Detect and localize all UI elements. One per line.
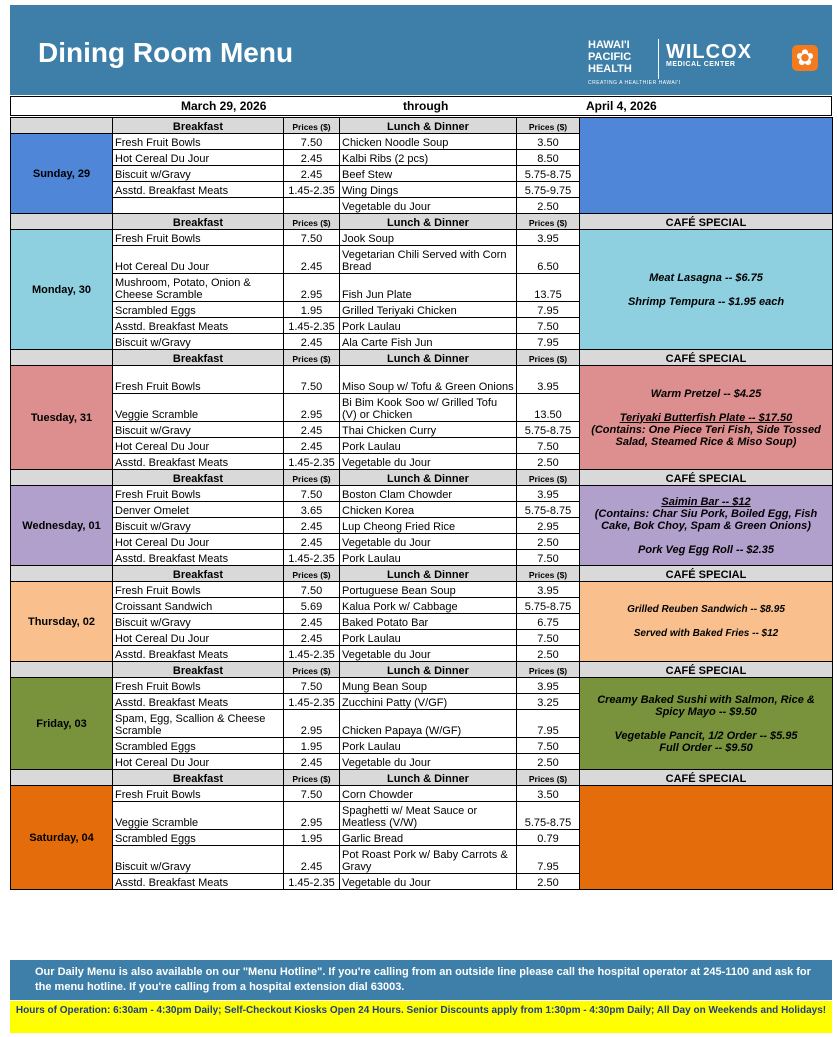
cafe-special-line <box>582 718 830 730</box>
lunch-item: Pork Laulau <box>340 550 517 566</box>
day-label: Wednesday, 01 <box>11 486 113 566</box>
lunch-item: Thai Chicken Curry <box>340 422 517 438</box>
breakfast-price: 1.95 <box>284 738 340 754</box>
prices-header: Prices ($) <box>284 470 340 486</box>
lunch-item: Vegetarian Chili Served with Corn Bread <box>340 246 517 274</box>
lunch-item: Beef Stew <box>340 166 517 182</box>
menu-row <box>11 486 833 502</box>
lunch-item: Wing Dings <box>340 182 517 198</box>
breakfast-price: 7.50 <box>284 486 340 502</box>
breakfast-price: 2.45 <box>284 630 340 646</box>
breakfast-price: 5.69 <box>284 598 340 614</box>
breakfast-item: Fresh Fruit Bowls <box>113 230 284 246</box>
lunch-item: Pork Laulau <box>340 438 517 454</box>
lunch-item: Spaghetti w/ Meat Sauce or Meatless (V/W) <box>340 802 517 830</box>
breakfast-item: Hot Cereal Du Jour <box>113 534 284 550</box>
lunch-item: Ala Carte Fish Jun <box>340 334 517 350</box>
breakfast-price: 2.95 <box>284 394 340 422</box>
cafe-special-line: Saimin Bar -- $12 <box>661 495 751 508</box>
cafe-special <box>580 366 833 470</box>
header-blank <box>11 662 113 678</box>
menu-table <box>10 117 833 890</box>
breakfast-price: 7.50 <box>284 786 340 802</box>
lunch-price: 7.50 <box>517 318 580 334</box>
breakfast-item: Asstd. Breakfast Meats <box>113 454 284 470</box>
cafe-special <box>580 134 833 214</box>
lunch-item: Vegetable du Jour <box>340 198 517 214</box>
breakfast-price: 2.95 <box>284 274 340 302</box>
breakfast-header: Breakfast <box>113 214 284 230</box>
cafe-special <box>580 486 833 566</box>
lunch-price: 7.95 <box>517 302 580 318</box>
section-header-row <box>11 470 833 486</box>
page-title: Dining Room Menu <box>38 37 294 68</box>
breakfast-item: Biscuit w/Gravy <box>113 334 284 350</box>
breakfast-item: Mushroom, Potato, Onion & Cheese Scramble <box>113 274 284 302</box>
lunch-item: Pork Laulau <box>340 318 517 334</box>
prices-header: Prices ($) <box>284 770 340 786</box>
menu-row <box>11 786 833 802</box>
breakfast-item: Hot Cereal Du Jour <box>113 150 284 166</box>
header-blank <box>11 214 113 230</box>
lunch-item: Jook Soup <box>340 230 517 246</box>
lunch-item: Portuguese Bean Soup <box>340 582 517 598</box>
lunch-price: 5.75-8.75 <box>517 502 580 518</box>
breakfast-item: Fresh Fruit Bowls <box>113 786 284 802</box>
day-label: Sunday, 29 <box>11 134 113 214</box>
breakfast-price: 1.45-2.35 <box>284 318 340 334</box>
prices-header: Prices ($) <box>517 350 580 366</box>
breakfast-item: Veggie Scramble <box>113 802 284 830</box>
lunch-item: Mung Bean Soup <box>340 678 517 694</box>
lunch-header: Lunch & Dinner <box>340 566 517 582</box>
lunch-price: 0.79 <box>517 830 580 846</box>
lunch-price: 3.95 <box>517 678 580 694</box>
lunch-price: 5.75-8.75 <box>517 598 580 614</box>
lunch-item: Chicken Papaya (W/GF) <box>340 710 517 738</box>
breakfast-item: Asstd. Breakfast Meats <box>113 318 284 334</box>
prices-header: Prices ($) <box>517 662 580 678</box>
breakfast-price: 2.45 <box>284 614 340 630</box>
breakfast-price: 1.45-2.35 <box>284 874 340 890</box>
breakfast-price: 7.50 <box>284 230 340 246</box>
breakfast-header: Breakfast <box>113 470 284 486</box>
menu-row <box>11 230 833 246</box>
section-header-row <box>11 350 833 366</box>
day-label: Tuesday, 31 <box>11 366 113 470</box>
menu-row <box>11 678 833 694</box>
prices-header: Prices ($) <box>284 566 340 582</box>
breakfast-price: 2.45 <box>284 518 340 534</box>
breakfast-item: Fresh Fruit Bowls <box>113 366 284 394</box>
day-label: Thursday, 02 <box>11 582 113 662</box>
cafe-special-line: Teriyaki Butterfish Plate -- $17.50 <box>619 411 793 424</box>
logo-line: HAWAI'I <box>588 39 630 51</box>
breakfast-item: Asstd. Breakfast Meats <box>113 694 284 710</box>
lunch-price: 7.95 <box>517 846 580 874</box>
logo-tagline: CREATING A HEALTHIER HAWAI'I <box>588 80 681 86</box>
lunch-price: 13.50 <box>517 394 580 422</box>
lunch-item: Vegetable du Jour <box>340 646 517 662</box>
date-range-row <box>10 96 832 116</box>
breakfast-header: Breakfast <box>113 350 284 366</box>
breakfast-price: 7.50 <box>284 678 340 694</box>
cafe-special-header: CAFÉ SPECIAL <box>580 350 833 366</box>
prices-header: Prices ($) <box>517 214 580 230</box>
lunch-price: 2.95 <box>517 518 580 534</box>
cafe-special-line: Full Order -- $9.50 <box>659 741 753 754</box>
lunch-price: 2.50 <box>517 754 580 770</box>
lunch-price: 5.75-8.75 <box>517 422 580 438</box>
flower-logo-icon: ✿ <box>792 45 818 71</box>
lunch-price: 2.50 <box>517 454 580 470</box>
cafe-special <box>580 230 833 350</box>
lunch-item: Lup Cheong Fried Rice <box>340 518 517 534</box>
header-blank <box>11 350 113 366</box>
logo-divider <box>658 39 659 79</box>
breakfast-price: 7.50 <box>284 366 340 394</box>
breakfast-item: Hot Cereal Du Jour <box>113 754 284 770</box>
lunch-item: Kalbi Ribs (2 pcs) <box>340 150 517 166</box>
prices-header: Prices ($) <box>284 662 340 678</box>
cafe-special-line <box>582 400 830 412</box>
breakfast-price: 2.45 <box>284 334 340 350</box>
lunch-price: 3.50 <box>517 786 580 802</box>
section-header-row <box>11 770 833 786</box>
lunch-item: Vegetable du Jour <box>340 874 517 890</box>
lunch-header: Lunch & Dinner <box>340 770 517 786</box>
lunch-price: 2.50 <box>517 874 580 890</box>
breakfast-item: Fresh Fruit Bowls <box>113 582 284 598</box>
lunch-price: 6.50 <box>517 246 580 274</box>
lunch-price: 5.75-9.75 <box>517 182 580 198</box>
lunch-price: 7.50 <box>517 738 580 754</box>
lunch-price: 7.95 <box>517 710 580 738</box>
prices-header: Prices ($) <box>284 214 340 230</box>
logo-line: PACIFIC <box>588 51 632 63</box>
lunch-header: Lunch & Dinner <box>340 118 517 134</box>
lunch-price: 3.95 <box>517 582 580 598</box>
date-through: through <box>403 99 449 113</box>
breakfast-item: Biscuit w/Gravy <box>113 518 284 534</box>
prices-header: Prices ($) <box>284 350 340 366</box>
lunch-price: 3.95 <box>517 486 580 502</box>
lunch-item: Chicken Korea <box>340 502 517 518</box>
cafe-special-line: Meat Lasagna -- $6.75 <box>649 271 763 284</box>
menu-row <box>11 134 833 150</box>
menu-hotline-note: Our Daily Menu is also available on our "Menu Hotline". If you're calling from an outside line please call the hospital operator at 245-1100 and ask for the menu hotline. If you're calling from a hospital extension dial 63003. <box>10 960 832 1000</box>
lunch-price: 13.75 <box>517 274 580 302</box>
breakfast-header: Breakfast <box>113 662 284 678</box>
lunch-price: 8.50 <box>517 150 580 166</box>
breakfast-item <box>113 198 284 214</box>
breakfast-item: Scrambled Eggs <box>113 302 284 318</box>
lunch-item: Pot Roast Pork w/ Baby Carrots & Gravy <box>340 846 517 874</box>
breakfast-item: Asstd. Breakfast Meats <box>113 182 284 198</box>
lunch-price: 2.50 <box>517 646 580 662</box>
lunch-price: 3.50 <box>517 134 580 150</box>
section-header-row <box>11 566 833 582</box>
breakfast-item: Scrambled Eggs <box>113 738 284 754</box>
cafe-special-header: CAFÉ SPECIAL <box>580 770 833 786</box>
cafe-special-line <box>582 616 830 628</box>
breakfast-item: Veggie Scramble <box>113 394 284 422</box>
cafe-special-header: CAFÉ SPECIAL <box>580 470 833 486</box>
breakfast-price: 2.95 <box>284 710 340 738</box>
cafe-special-header: CAFÉ SPECIAL <box>580 214 833 230</box>
cafe-special-header: CAFÉ SPECIAL <box>580 662 833 678</box>
lunch-item: Zucchini Patty (V/GF) <box>340 694 517 710</box>
lunch-price: 7.50 <box>517 630 580 646</box>
wilcox-logo <box>666 43 752 68</box>
prices-header: Prices ($) <box>517 566 580 582</box>
breakfast-item: Denver Omelet <box>113 502 284 518</box>
header-blank <box>11 470 113 486</box>
breakfast-price: 1.45-2.35 <box>284 182 340 198</box>
prices-header: Prices ($) <box>517 470 580 486</box>
breakfast-item: Hot Cereal Du Jour <box>113 438 284 454</box>
lunch-price: 3.95 <box>517 366 580 394</box>
lunch-price: 2.50 <box>517 198 580 214</box>
lunch-price: 3.95 <box>517 230 580 246</box>
breakfast-price: 3.65 <box>284 502 340 518</box>
logo-wilcox-sub: MEDICAL CENTER <box>666 61 736 68</box>
breakfast-price: 1.45-2.35 <box>284 694 340 710</box>
header-banner <box>10 5 832 95</box>
breakfast-price: 7.50 <box>284 134 340 150</box>
breakfast-header: Breakfast <box>113 118 284 134</box>
section-header-row <box>11 118 833 134</box>
lunch-item: Miso Soup w/ Tofu & Green Onions <box>340 366 517 394</box>
breakfast-item: Croissant Sandwich <box>113 598 284 614</box>
breakfast-header: Breakfast <box>113 566 284 582</box>
section-header-row <box>11 214 833 230</box>
cafe-special-header: CAFÉ SPECIAL <box>580 566 833 582</box>
start-date: March 29, 2026 <box>181 99 267 113</box>
breakfast-item: Fresh Fruit Bowls <box>113 134 284 150</box>
lunch-price: 6.75 <box>517 614 580 630</box>
cafe-special-header <box>580 118 833 134</box>
hours-of-operation: Hours of Operation: 6:30am - 4:30pm Daily; Self-Checkout Kiosks Open 24 Hours. Senior Discounts apply from 1:30pm - 4:30pm Daily; All Day on Weekends and Holidays! <box>10 1001 832 1033</box>
breakfast-price: 2.45 <box>284 534 340 550</box>
breakfast-price: 1.45-2.35 <box>284 646 340 662</box>
breakfast-price: 2.45 <box>284 438 340 454</box>
header-blank <box>11 566 113 582</box>
menu-row <box>11 366 833 394</box>
breakfast-item: Asstd. Breakfast Meats <box>113 646 284 662</box>
cafe-special-line: Vegetable Pancit, 1/2 Order -- $5.95 <box>614 729 798 742</box>
cafe-special-line: Warm Pretzel -- $4.25 <box>650 387 762 400</box>
breakfast-item: Asstd. Breakfast Meats <box>113 550 284 566</box>
breakfast-item: Biscuit w/Gravy <box>113 614 284 630</box>
day-label: Monday, 30 <box>11 230 113 350</box>
lunch-item: Fish Jun Plate <box>340 274 517 302</box>
lunch-item: Kalua Pork w/ Cabbage <box>340 598 517 614</box>
cafe-special-line: Grilled Reuben Sandwich -- $8.95 <box>627 603 785 615</box>
lunch-item: Boston Clam Chowder <box>340 486 517 502</box>
breakfast-item: Fresh Fruit Bowls <box>113 678 284 694</box>
lunch-header: Lunch & Dinner <box>340 214 517 230</box>
cafe-special <box>580 678 833 770</box>
lunch-item: Chicken Noodle Soup <box>340 134 517 150</box>
header-blank <box>11 770 113 786</box>
lunch-item: Vegetable du Jour <box>340 534 517 550</box>
breakfast-price: 1.95 <box>284 830 340 846</box>
end-date: April 4, 2026 <box>586 99 657 113</box>
cafe-special-line: Shrimp Tempura -- $1.95 each <box>627 295 785 308</box>
breakfast-item: Scrambled Eggs <box>113 830 284 846</box>
breakfast-price: 2.45 <box>284 166 340 182</box>
header-blank <box>11 118 113 134</box>
cafe-special-line <box>582 532 830 544</box>
cafe-special <box>580 582 833 662</box>
cafe-special <box>580 786 833 890</box>
breakfast-item: Biscuit w/Gravy <box>113 166 284 182</box>
lunch-price: 5.75-8.75 <box>517 166 580 182</box>
lunch-header: Lunch & Dinner <box>340 662 517 678</box>
breakfast-item: Biscuit w/Gravy <box>113 846 284 874</box>
breakfast-price: 1.45-2.35 <box>284 550 340 566</box>
lunch-item: Baked Potato Bar <box>340 614 517 630</box>
lunch-item: Vegetable du Jour <box>340 454 517 470</box>
cafe-special-line: (Contains: One Piece Teri Fish, Side Tossed Salad, Steamed Rice & Miso Soup) <box>591 423 821 448</box>
breakfast-price: 2.45 <box>284 150 340 166</box>
day-label: Friday, 03 <box>11 678 113 770</box>
lunch-price: 3.25 <box>517 694 580 710</box>
prices-header: Prices ($) <box>284 118 340 134</box>
lunch-header: Lunch & Dinner <box>340 470 517 486</box>
breakfast-price: 2.45 <box>284 422 340 438</box>
section-header-row <box>11 662 833 678</box>
lunch-price: 2.50 <box>517 534 580 550</box>
cafe-special-line: Pork Veg Egg Roll -- $2.35 <box>638 543 774 556</box>
prices-header: Prices ($) <box>517 770 580 786</box>
breakfast-price: 7.50 <box>284 582 340 598</box>
breakfast-price: 1.95 <box>284 302 340 318</box>
breakfast-price: 2.95 <box>284 802 340 830</box>
lunch-price: 7.50 <box>517 438 580 454</box>
breakfast-header: Breakfast <box>113 770 284 786</box>
breakfast-item: Biscuit w/Gravy <box>113 422 284 438</box>
lunch-header: Lunch & Dinner <box>340 350 517 366</box>
breakfast-price: 2.45 <box>284 754 340 770</box>
lunch-price: 7.50 <box>517 550 580 566</box>
day-label: Saturday, 04 <box>11 786 113 890</box>
lunch-item: Garlic Bread <box>340 830 517 846</box>
lunch-item: Pork Laulau <box>340 738 517 754</box>
lunch-item: Corn Chowder <box>340 786 517 802</box>
lunch-item: Bi Bim Kook Soo w/ Grilled Tofu (V) or Chicken <box>340 394 517 422</box>
breakfast-item: Asstd. Breakfast Meats <box>113 874 284 890</box>
breakfast-price: 2.45 <box>284 846 340 874</box>
breakfast-item: Hot Cereal Du Jour <box>113 630 284 646</box>
cafe-special-line <box>582 284 830 296</box>
lunch-item: Grilled Teriyaki Chicken <box>340 302 517 318</box>
lunch-item: Pork Laulau <box>340 630 517 646</box>
lunch-price: 7.95 <box>517 334 580 350</box>
breakfast-price: 2.45 <box>284 246 340 274</box>
lunch-price: 5.75-8.75 <box>517 802 580 830</box>
prices-header: Prices ($) <box>517 118 580 134</box>
breakfast-item: Fresh Fruit Bowls <box>113 486 284 502</box>
breakfast-item: Spam, Egg, Scallion & Cheese Scramble <box>113 710 284 738</box>
breakfast-item: Hot Cereal Du Jour <box>113 246 284 274</box>
menu-row <box>11 582 833 598</box>
breakfast-price: 1.45-2.35 <box>284 454 340 470</box>
lunch-item: Vegetable du Jour <box>340 754 517 770</box>
cafe-special-line: Creamy Baked Sushi with Salmon, Rice & Spicy Mayo -- $9.50 <box>597 693 815 718</box>
logo-wilcox-text: WILCOX <box>666 41 752 63</box>
breakfast-price <box>284 198 340 214</box>
cafe-special-line: Served with Baked Fries -- $12 <box>633 627 779 639</box>
logo-line: HEALTH <box>588 63 632 75</box>
cafe-special-line: (Contains: Char Siu Pork, Boiled Egg, Fish Cake, Bok Choy, Spam & Green Onions) <box>594 507 818 532</box>
